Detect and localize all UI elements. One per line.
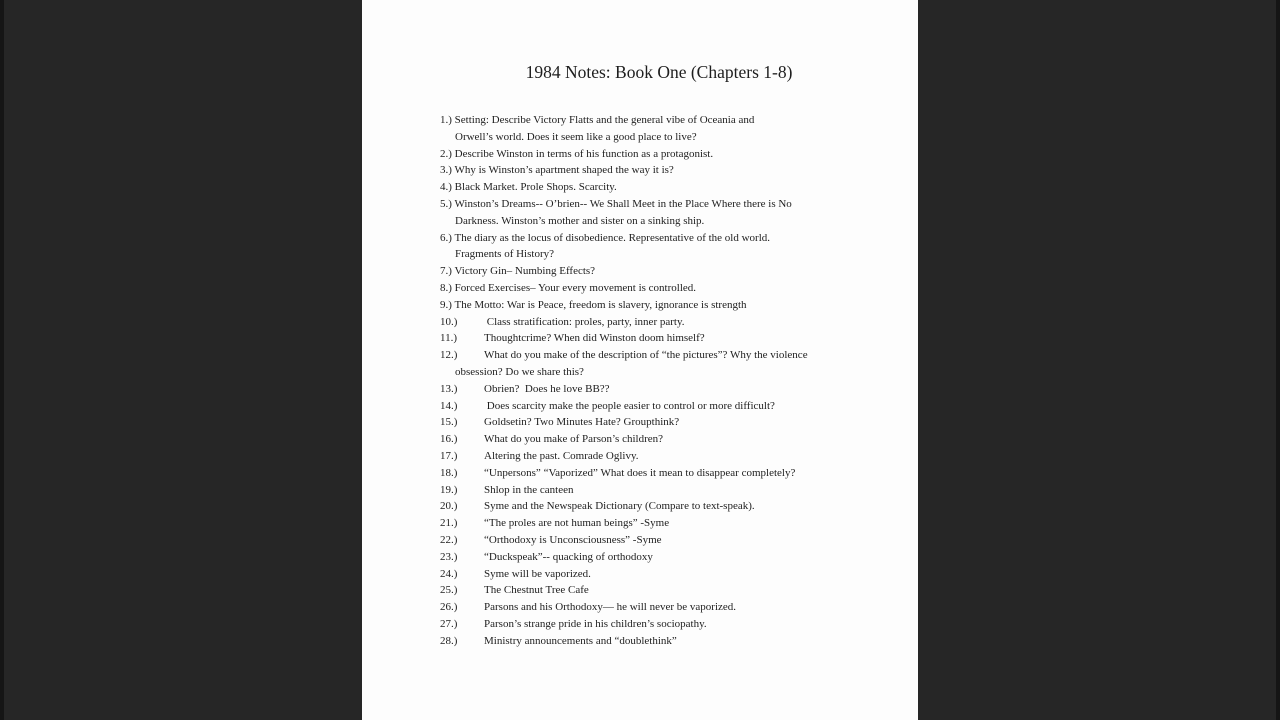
note-line [440,230,878,247]
note-number: 17.) [440,449,458,462]
note-item [440,263,878,280]
note-item [440,112,878,146]
note-number: 1.) [440,114,452,126]
note-line [440,347,878,364]
note-item [440,532,878,549]
note-line [440,532,878,549]
note-number: 5.) [440,197,452,210]
note-line [440,146,878,163]
note-line-continuation: Orwell’s world. Does it seem like a good place to live? [455,130,697,143]
note-line [440,414,878,431]
note-text: “Orthodoxy is Unconsciousness” -Syme [484,533,662,546]
note-line [440,398,878,415]
note-number: 22.) [440,533,458,546]
note-number: 28.) [440,634,458,647]
note-text: Class stratification: proles, party, inner party. [484,315,685,328]
note-line [440,263,878,280]
note-text: What do you make of Parson’s children? [484,433,664,446]
note-number: 6.) [440,231,452,244]
note-number: 15.) [440,416,458,429]
note-text: Winston’s Dreams-- O’brien-- We Shall Meet in the Place Where there is No [451,197,792,210]
note-line [440,616,878,633]
note-number: 20.) [440,500,458,513]
note-text: The diary as the locus of disobedience. Representative of the old world. [451,231,771,244]
note-number: 13.) [440,382,458,395]
note-number: 2.) [440,147,452,160]
note-text: Syme will be vaporized. [484,567,591,580]
note-item [440,549,878,566]
note-number: 24.) [440,567,458,580]
note-number: 21.) [440,517,458,530]
note-number: 14.) [440,399,458,412]
note-item [440,398,878,415]
note-item [440,381,878,398]
note-item [440,297,878,314]
left-letterbox-strip [0,0,4,720]
note-item [440,465,878,482]
note-line [440,498,878,515]
note-line-continuation: Fragments of History? [455,248,554,261]
note-text: Parson’s strange pride in his children’s sociopathy. [484,617,707,630]
note-text: Shlop in the canteen [484,483,574,496]
note-line [440,566,878,583]
note-item [440,330,878,347]
note-text: Goldsetin? Two Minutes Hate? Groupthink? [484,416,680,429]
note-line [440,482,878,499]
note-item [440,196,878,230]
note-item [440,633,878,650]
note-item [440,566,878,583]
note-item [440,582,878,599]
note-text: Parsons and his Orthodoxy— he will never be vaporized. [484,601,737,614]
note-item [440,347,878,381]
note-item [440,515,878,532]
note-item [440,498,878,515]
note-number: 16.) [440,433,458,446]
note-text: The Chestnut Tree Cafe [484,584,589,597]
note-line [440,297,878,314]
note-line [440,280,878,297]
note-line [440,633,878,650]
note-line [440,314,878,331]
note-item [440,230,878,264]
note-line [440,549,878,566]
note-text: Victory Gin– Numbing Effects? [451,265,596,278]
note-text: “The proles are not human beings” -Syme [484,517,670,530]
note-text: Ministry announcements and “doublethink” [484,634,677,647]
note-number: 12.) [440,349,458,362]
note-item [440,482,878,499]
note-text: Black Market. Prole Shops. Scarcity. [451,181,617,194]
note-number: 8.) [440,281,452,294]
note-item [440,448,878,465]
note-line [440,381,878,398]
note-number: 27.) [440,617,458,630]
note-text: Thoughtcrime? When did Winston doom himself? [484,332,705,345]
note-text: What do you make of the description of “the pictures”? Why the violence [484,349,808,362]
note-text: Syme and the Newspeak Dictionary (Compare to text-speak). [484,500,755,513]
note-item [440,280,878,297]
note-text: “Duckspeak”-- quacking of orthodoxy [484,550,653,563]
note-item [440,616,878,633]
note-text: Altering the past. Comrade Oglivy. [484,449,639,462]
note-text: The Motto: War is Peace, freedom is slavery, ignorance is strength [451,298,747,311]
note-number: 26.) [440,601,458,614]
note-number: 9.) [440,298,452,311]
note-number: 11.) [440,332,458,345]
note-item [440,431,878,448]
note-number: 18.) [440,466,458,479]
document-title: 1984 Notes: Book One (Chapters 1-8) [525,62,793,82]
note-text: Setting: Describe Victory Flatts and the general vibe of Oceania and [451,114,755,126]
note-text: “Unpersons” “Vaporized” What does it mean to disappear completely? [484,466,796,479]
note-line [440,582,878,599]
note-line [440,162,878,179]
note-item [440,599,878,616]
note-line [440,599,878,616]
note-line-continuation: obsession? Do we share this? [455,365,584,378]
note-number: 3.) [440,164,452,177]
note-line [440,465,878,482]
note-line [440,112,878,129]
note-item [440,314,878,331]
note-number: 25.) [440,584,458,597]
note-line [440,448,878,465]
note-number: 7.) [440,265,452,278]
note-number: 4.) [440,181,452,194]
note-item [440,146,878,163]
note-item [440,414,878,431]
right-letterbox-strip [1276,0,1280,720]
document-page [362,0,918,720]
note-text: Does scarcity make the people easier to control or more difficult? [484,399,775,412]
note-line [440,196,878,213]
note-text: Why is Winston’s apartment shaped the way it is? [451,164,674,177]
note-item [440,179,878,196]
note-line [440,330,878,347]
note-number: 23.) [440,550,458,563]
note-line [440,179,878,196]
note-line-continuation: Darkness. Winston’s mother and sister on a sinking ship. [455,214,705,227]
note-text: Describe Winston in terms of his function as a protagonist. [451,147,714,160]
note-line [440,431,878,448]
note-number: 10.) [440,315,458,328]
note-number: 19.) [440,483,458,496]
note-text: Obrien? Does he love BB?? [484,382,610,395]
note-line [440,515,878,532]
notes-list [440,112,878,650]
note-text: Forced Exercises– Your every movement is controlled. [451,281,697,294]
note-item [440,162,878,179]
